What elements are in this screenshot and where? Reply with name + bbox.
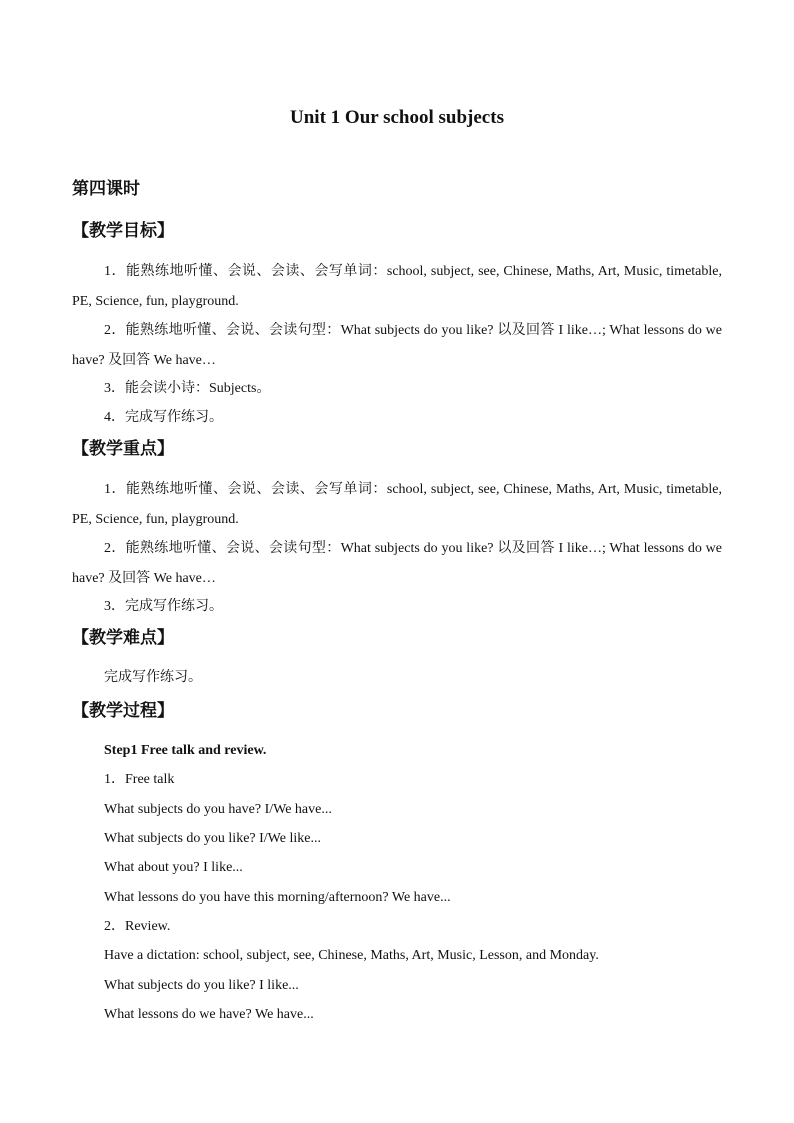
process-line: What subjects do you like? I like...: [104, 978, 299, 993]
section-heading-difficulties: 【教学难点】: [72, 628, 174, 647]
difficulty-text: 完成写作练习。: [104, 670, 202, 685]
key-point-item-1: 1．能熟练地听懂、会说、会读、会写单词：school, subject, see, Chinese, Maths, Art, Music, timetable, PE, Science, fun, playground.: [72, 482, 722, 527]
key-point-item-3: 3．完成写作练习。: [104, 599, 223, 614]
section-heading-objectives: 【教学目标】: [72, 221, 174, 240]
section-heading-key-points: 【教学重点】: [72, 439, 174, 458]
process-line: 2．Review.: [104, 919, 171, 934]
key-point-item-2: 2．能熟练地听懂、会说、会读句型：What subjects do you like? 以及回答 I like…; What lessons do we have? 及回答 We have…: [72, 541, 722, 586]
objective-item-1: 1．能熟练地听懂、会说、会读、会写单词：school, subject, see, Chinese, Maths, Art, Music, timetable, PE, Science, fun, playground.: [72, 264, 722, 309]
step-1-heading: Step1 Free talk and review.: [104, 743, 267, 758]
process-line: What lessons do we have? We have...: [104, 1007, 314, 1022]
process-line: What lessons do you have this morning/afternoon? We have...: [104, 890, 451, 905]
process-line: 1．Free talk: [104, 772, 175, 787]
process-line: What subjects do you like? I/We like...: [104, 831, 321, 846]
lesson-label: 第四课时: [72, 179, 140, 198]
process-line: What about you? I like...: [104, 860, 243, 875]
document-title: Unit 1 Our school subjects: [290, 107, 504, 128]
objective-item-4: 4．完成写作练习。: [104, 410, 223, 425]
process-line: What subjects do you have? I/We have...: [104, 802, 332, 817]
section-heading-process: 【教学过程】: [72, 701, 174, 720]
process-line: Have a dictation: school, subject, see, Chinese, Maths, Art, Music, Lesson, and Monday.: [104, 948, 599, 963]
objective-item-3: 3．能会读小诗：Subjects。: [104, 381, 271, 396]
objective-item-2: 2．能熟练地听懂、会说、会读句型：What subjects do you like? 以及回答 I like…; What lessons do we have? 及回答 We have…: [72, 323, 722, 368]
